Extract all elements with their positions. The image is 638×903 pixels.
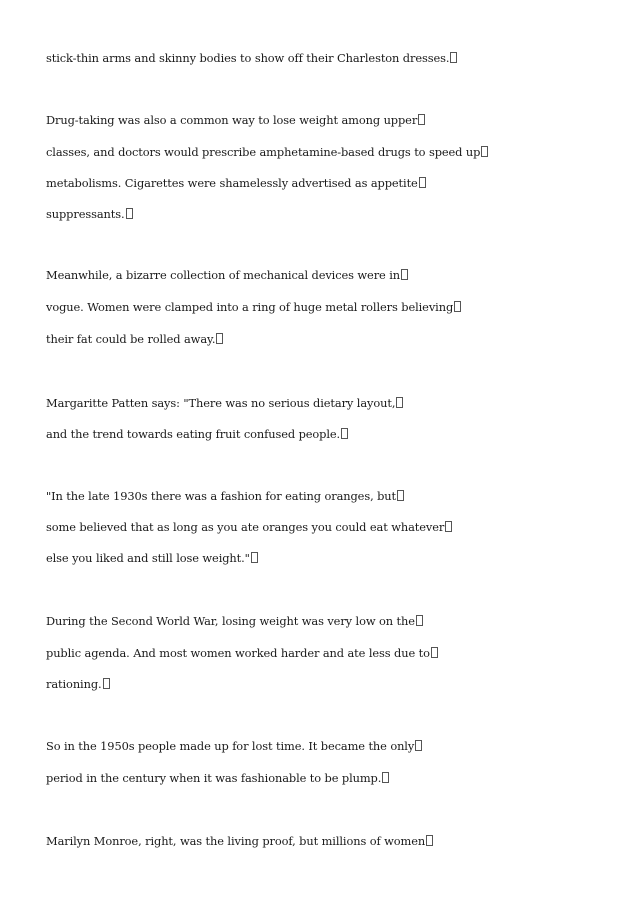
line-end-glyph [450,52,457,63]
text-line: vogue. Women were clamped into a ring of huge metal rollers believing [46,300,461,314]
text-line: Marilyn Monroe, right, was the living proof, but millions of women [46,834,433,848]
line-end-glyph [397,490,404,501]
line-end-glyph [341,428,348,439]
text-line: classes, and doctors would prescribe amphetamine-based drugs to speed up [46,145,488,159]
line-end-glyph [103,678,110,689]
text-line: their fat could be rolled away. [46,332,223,346]
text-line: "In the late 1930s there was a fashion for eating oranges, but [46,489,404,503]
text-line: During the Second World War, losing weight was very low on the [46,614,423,628]
line-end-glyph [416,615,423,626]
line-end-glyph [415,740,422,751]
line-end-glyph [426,835,433,846]
line-end-glyph [481,146,488,157]
line-end-glyph [126,208,133,219]
text-line: else you liked and still lose weight." [46,551,258,565]
line-end-glyph [216,333,223,344]
text-line: stick-thin arms and skinny bodies to show off their Charleston dresses. [46,51,457,65]
text-line: Meanwhile, a bizarre collection of mechanical devices were in [46,268,408,282]
text-line: and the trend towards eating fruit confused people. [46,427,348,441]
text-line: metabolisms. Cigarettes were shamelessly advertised as appetite [46,176,426,190]
text-line: Drug-taking was also a common way to lose weight among upper [46,113,425,127]
text-line: public agenda. And most women worked harder and ate less due to [46,646,438,660]
line-end-glyph [251,552,258,563]
line-end-glyph [401,269,408,280]
line-end-glyph [431,647,438,658]
text-line: So in the 1950s people made up for lost time. It became the only [46,739,422,753]
text-line: period in the century when it was fashionable to be plump. [46,771,389,785]
line-end-glyph [418,114,425,125]
text-line: suppressants. [46,207,133,221]
text-line: rationing. [46,677,110,691]
line-end-glyph [396,397,403,408]
line-end-glyph [454,301,461,312]
line-end-glyph [419,177,426,188]
text-line: Margaritte Patten says: "There was no serious dietary layout, [46,396,403,410]
text-line: some believed that as long as you ate oranges you could eat whatever [46,520,452,534]
line-end-glyph [382,772,389,783]
line-end-glyph [445,521,452,532]
